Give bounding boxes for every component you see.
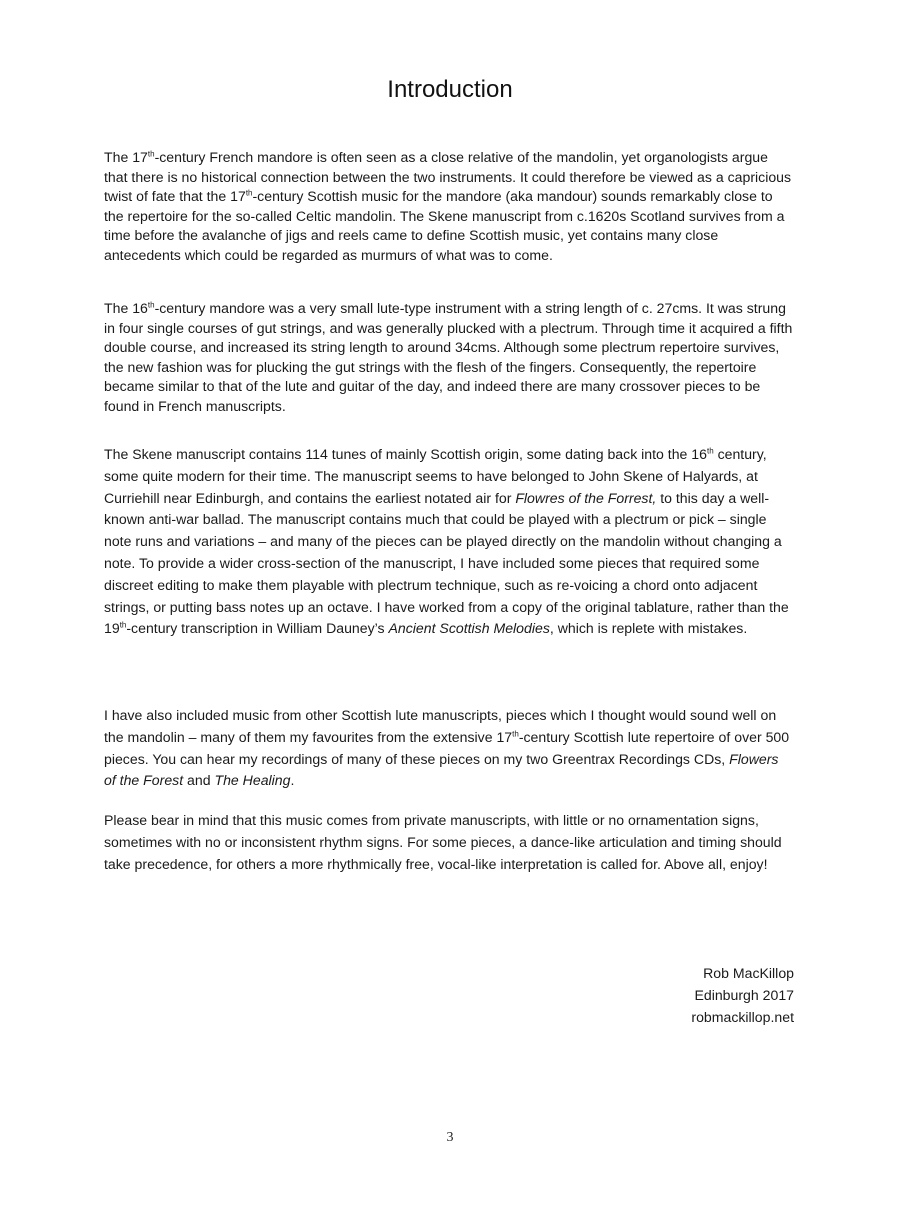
title-flowres-of-the-forrest: Flowres of the Forrest, [515,489,657,506]
paragraph-performance-notes: Please bear in mind that this music comes from private manuscripts, with little or no ornamentation signs, sometimes with no or inconsistent rhythm signs. For some pieces, a dance-like articulation and timing should take precedence, for others a more rhythmically free, vocal-like interpretation is called for. Above all, enjoy! [104,812,782,872]
paragraph-mandore-history: The 16th-century mandore was a very small lute-type instrument with a string length of c. 27cms. It was strung in four single courses of gut strings, and was generally plucked with a plectrum. Through time it acquired a fifth double course, and increased its string length to around 34cms. Although some plectrum repertoire survives, the new fashion was for plucking the gut strings with the flesh of the fingers. Consequently, the repertoire became similar to that of the lute and guitar of the day, and indeed there are many crossover pieces to be found in French manuscripts. [104,300,793,414]
page-title: Introduction [387,76,513,103]
paragraph-skene-manuscript: The Skene manuscript contains 114 tunes of mainly Scottish origin, some dating back into the 16th century, some quite modern for their time. The manuscript seems to have belonged to John Skene of Halyards, at Curriehill near Edinburgh, and contains the earliest notated air for Flowres of the Forrest, to this day a well-known anti-war ballad. The manuscript contains much that could be played with a plectrum or pick – single note runs and variations – and many of the pieces can be played directly on the mandolin without changing a note. To provide a wider cross-section of the manuscript, I have included some pieces that required some discreet editing to make them playable with plectrum technique, such as re-voicing a chord onto adjacent strings, or putting bass notes up an octave. I have worked from a copy of the original tablature, rather than the 19th-century transcription in William Dauney’s Ancient Scottish Melodies, which is replete with mistakes. [104,446,789,637]
author-website: robmackillop.net [691,1009,794,1025]
page-number: 3 [446,1130,454,1145]
author-name: Rob MacKillop [703,965,794,981]
paragraph-other-manuscripts: I have also included music from other Scottish lute manuscripts, pieces which I thought would sound well on the mandolin – many of them my favourites from the extensive 17th-century Scottish lute repertoire of over 500 pieces. You can hear my recordings of many of these pieces on my two Greentrax Recordings CDs, Flowers of the Forest and The Healing. [104,707,790,789]
title-flowers-of-the-forest: Flowers of the Forest [104,750,779,789]
paragraph-mandore-mandolin: The 17th-century French mandore is often seen as a close relative of the mandolin, yet organologists argue that there is no historical connection between the two instruments. It could therefore be viewed as a capricious twist of fate that the 17th-century Scottish music for the mandore (aka mandour) sounds remarkably close to the repertoire for the so-called Celtic mandolin. The Skene manuscript from c.1620s Scotland survives from a time before the avalanche of jigs and reels came to define Scottish music, yet contains many close antecedents which could be regarded as murmurs of what was to come. [104,149,792,263]
place-date: Edinburgh 2017 [694,987,794,1003]
title-the-healing: The Healing [214,772,291,789]
signature-block [691,962,794,1028]
title-ancient-scottish-melodies: Ancient Scottish Melodies [388,620,550,637]
